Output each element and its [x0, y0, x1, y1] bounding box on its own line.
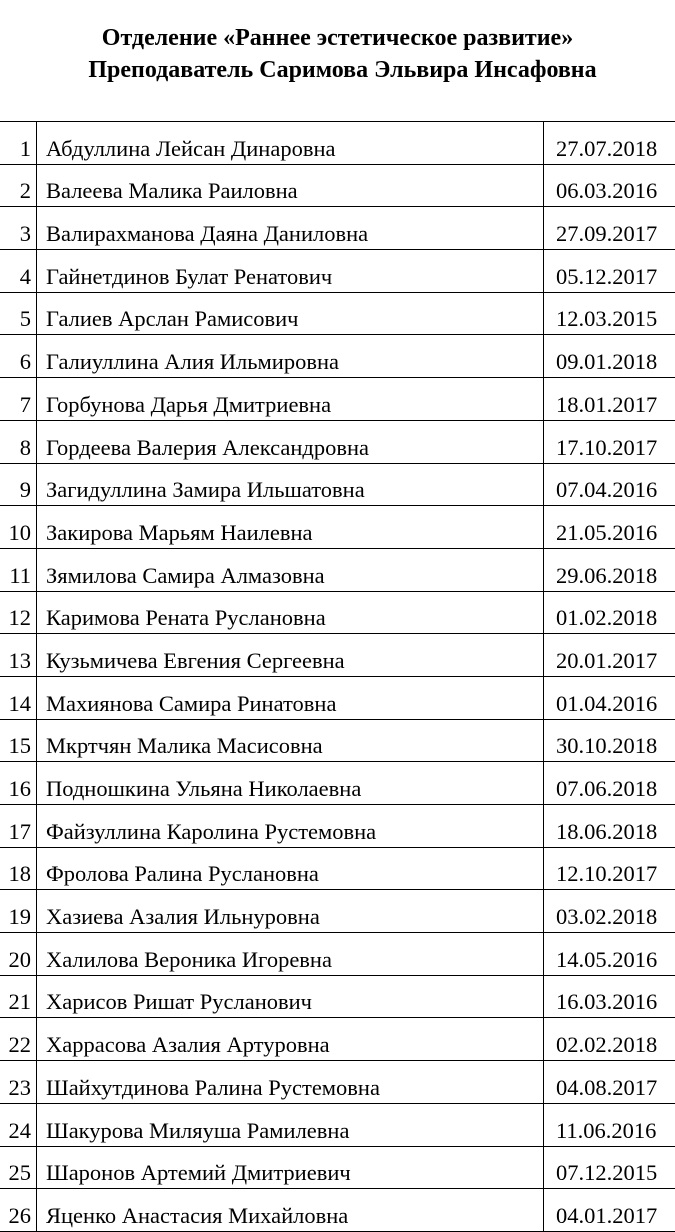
row-number: 11 [0, 548, 37, 591]
row-number: 7 [0, 378, 37, 421]
student-name: Галиуллина Алия Ильмировна [37, 335, 544, 378]
birth-date: 01.02.2018 [544, 591, 675, 634]
student-name: Горбунова Дарья Дмитриевна [37, 378, 544, 421]
student-name: Зямилова Самира Алмазовна [37, 548, 544, 591]
student-name: Кузьмичева Евгения Сергеевна [37, 634, 544, 677]
birth-date: 21.05.2016 [544, 506, 675, 549]
table-row [0, 164, 675, 207]
row-number: 16 [0, 762, 37, 805]
birth-date: 09.01.2018 [544, 335, 675, 378]
birth-date: 07.04.2016 [544, 463, 675, 506]
student-name: Валеева Малика Раиловна [37, 164, 544, 207]
table-row [0, 719, 675, 762]
row-number: 3 [0, 207, 37, 250]
table-row [0, 548, 675, 591]
row-number: 12 [0, 591, 37, 634]
row-number: 26 [0, 1189, 37, 1232]
student-name: Абдуллина Лейсан Динаровна [37, 122, 544, 165]
birth-date: 29.06.2018 [544, 548, 675, 591]
row-number: 23 [0, 1061, 37, 1104]
row-number: 19 [0, 890, 37, 933]
birth-date: 17.10.2017 [544, 420, 675, 463]
row-number: 2 [0, 164, 37, 207]
row-number: 1 [0, 122, 37, 165]
student-name: Хазиева Азалия Ильнуровна [37, 890, 544, 933]
students-table-body [0, 122, 675, 1232]
student-name: Яценко Анастасия Михайловна [37, 1189, 544, 1232]
table-row [0, 762, 675, 805]
table-row [0, 975, 675, 1018]
student-name: Гайнетдинов Булат Ренатович [37, 250, 544, 293]
row-number: 18 [0, 847, 37, 890]
table-row [0, 933, 675, 976]
table-row [0, 122, 675, 165]
birth-date: 07.12.2015 [544, 1146, 675, 1189]
birth-date: 16.03.2016 [544, 975, 675, 1018]
birth-date: 05.12.2017 [544, 250, 675, 293]
birth-date: 01.04.2016 [544, 676, 675, 719]
table-row [0, 634, 675, 677]
birth-date: 20.01.2017 [544, 634, 675, 677]
birth-date: 03.02.2018 [544, 890, 675, 933]
table-row [0, 1146, 675, 1189]
student-name: Каримова Рената Руслановна [37, 591, 544, 634]
row-number: 22 [0, 1018, 37, 1061]
student-name: Галиев Арслан Рамисович [37, 292, 544, 335]
table-row [0, 676, 675, 719]
table-row [0, 506, 675, 549]
table-row [0, 207, 675, 250]
student-name: Харрасова Азалия Артуровна [37, 1018, 544, 1061]
student-name: Шаронов Артемий Дмитриевич [37, 1146, 544, 1189]
student-name: Шакурова Миляуша Рамилевна [37, 1103, 544, 1146]
table-row [0, 1103, 675, 1146]
table-row [0, 890, 675, 933]
student-name: Закирова Марьям Наилевна [37, 506, 544, 549]
birth-date: 06.03.2016 [544, 164, 675, 207]
table-row [0, 1061, 675, 1104]
birth-date: 14.05.2016 [544, 933, 675, 976]
table-row [0, 1018, 675, 1061]
student-name: Мкртчян Малика Масисовна [37, 719, 544, 762]
row-number: 13 [0, 634, 37, 677]
student-name: Гордеева Валерия Александровна [37, 420, 544, 463]
teacher-title: Преподаватель Саримова Эльвира Инсафовна [0, 54, 675, 86]
birth-date: 12.10.2017 [544, 847, 675, 890]
document-header [0, 22, 675, 86]
row-number: 24 [0, 1103, 37, 1146]
student-name: Файзуллина Каролина Рустемовна [37, 805, 544, 848]
birth-date: 04.08.2017 [544, 1061, 675, 1104]
student-name: Харисов Ришат Русланович [37, 975, 544, 1018]
table-row [0, 805, 675, 848]
row-number: 10 [0, 506, 37, 549]
student-name: Шайхутдинова Ралина Рустемовна [37, 1061, 544, 1104]
table-row [0, 420, 675, 463]
birth-date: 27.09.2017 [544, 207, 675, 250]
row-number: 9 [0, 463, 37, 506]
birth-date: 27.07.2018 [544, 122, 675, 165]
birth-date: 18.01.2017 [544, 378, 675, 421]
birth-date: 18.06.2018 [544, 805, 675, 848]
birth-date: 11.06.2016 [544, 1103, 675, 1146]
student-name: Подношкина Ульяна Николаевна [37, 762, 544, 805]
row-number: 6 [0, 335, 37, 378]
table-row [0, 591, 675, 634]
row-number: 14 [0, 676, 37, 719]
student-name: Фролова Ралина Руслановна [37, 847, 544, 890]
birth-date: 30.10.2018 [544, 719, 675, 762]
table-row [0, 1189, 675, 1232]
row-number: 25 [0, 1146, 37, 1189]
table-row [0, 335, 675, 378]
table-row [0, 463, 675, 506]
row-number: 17 [0, 805, 37, 848]
row-number: 20 [0, 933, 37, 976]
table-row [0, 250, 675, 293]
table-row [0, 847, 675, 890]
students-table [0, 121, 675, 1232]
department-title: Отделение «Раннее эстетическое развитие» [0, 22, 675, 54]
birth-date: 04.01.2017 [544, 1189, 675, 1232]
row-number: 5 [0, 292, 37, 335]
row-number: 8 [0, 420, 37, 463]
birth-date: 12.03.2015 [544, 292, 675, 335]
student-name: Махиянова Самира Ринатовна [37, 676, 544, 719]
student-name: Валирахманова Даяна Даниловна [37, 207, 544, 250]
table-row [0, 378, 675, 421]
table-row [0, 292, 675, 335]
row-number: 4 [0, 250, 37, 293]
birth-date: 02.02.2018 [544, 1018, 675, 1061]
birth-date: 07.06.2018 [544, 762, 675, 805]
row-number: 15 [0, 719, 37, 762]
student-name: Халилова Вероника Игоревна [37, 933, 544, 976]
student-name: Загидуллина Замира Ильшатовна [37, 463, 544, 506]
row-number: 21 [0, 975, 37, 1018]
